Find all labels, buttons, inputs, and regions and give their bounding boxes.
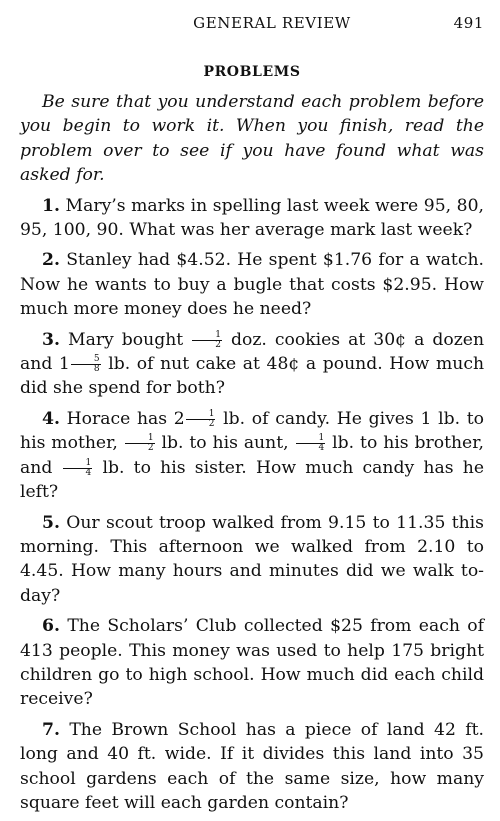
book-page (20, 14, 484, 821)
fraction-denominator: 2 (215, 339, 221, 350)
fraction-half (192, 331, 222, 350)
problem-text: Stanley had $4.52. He spent $1.76 for a watch. Now he wants to buy a bugle that costs $2.95. How much more money does he need? (20, 250, 484, 320)
problem-text: Our scout troop walked from 9.15 to 11.35 this morning. This afternoon we walked from 2.10 to 4.45. How many hours and minutes did we walk to-day? (20, 512, 484, 606)
problem-number: 3. (42, 329, 60, 350)
problem-text-part: doz. cookies at 30¢ a dozen and 1 (20, 329, 485, 375)
fraction-denominator: 2 (208, 418, 215, 429)
problem-text: Mary’s marks in spelling last week were 95, 80, 95, 100, 90. What was her average mark last week? (20, 195, 484, 241)
running-head (20, 14, 484, 38)
fraction-denominator: 8 (93, 364, 100, 375)
problem-3 (20, 328, 484, 401)
fraction-half (186, 410, 216, 429)
problem-text-part: lb. to his aunt, (161, 433, 289, 454)
problem-text-part: Mary bought (67, 329, 184, 350)
fraction-numerator: 5 (71, 355, 101, 365)
problem-text: The Brown School has a piece of land 42 ft. long and 40 ft. wide. If it divides this land into 35 school gardens each of the same size, how many square feet will each garden contain? (20, 719, 484, 813)
fraction-denominator: 2 (147, 443, 154, 454)
fraction-numerator: 1 (192, 331, 222, 341)
fraction-numerator: 1 (125, 434, 155, 444)
problem-number: 6. (42, 616, 60, 637)
problem-text-part: lb. of candy. He gives 1 lb. to his mother, (20, 408, 485, 454)
fraction-numerator: 1 (186, 410, 216, 420)
fraction-numerator: 1 (63, 459, 93, 469)
problem-number: 2. (42, 250, 60, 271)
problem-1 (20, 194, 484, 243)
fraction-half (125, 434, 155, 453)
problem-4 (20, 407, 484, 505)
problem-5 (20, 511, 484, 609)
page-number: 491 (453, 14, 484, 32)
problem-text-part: lb. to his brother, and (20, 433, 485, 478)
fraction-quarter (63, 459, 93, 478)
problem-number: 7. (42, 719, 60, 740)
running-title: GENERAL REVIEW (193, 14, 351, 32)
fraction-denominator: 4 (85, 467, 92, 478)
instructions-paragraph: Be sure that you understand each problem before you begin to work it. When you finish, read the problem over to see if you have found what was asked for. (20, 92, 484, 186)
problem-7 (20, 718, 484, 816)
problem-text: The Scholars’ Club collected $25 from each of 413 people. This money was used to help 175 bright children go to high school. How much did each child receive? (20, 616, 484, 710)
problem-text-part: lb. to his sister. How much candy has he left? (20, 457, 484, 503)
section-title: PROBLEMS (203, 64, 301, 80)
fraction-numerator: 1 (296, 434, 326, 444)
problem-text-part: lb. of nut cake at 48¢ a pound. How much did she spend for both? (20, 354, 485, 399)
problem-number: 5. (42, 512, 60, 533)
problem-number: 1. (42, 195, 60, 216)
problem-6 (20, 614, 484, 712)
fraction-five-eighths (71, 355, 101, 374)
problem-number: 4. (42, 408, 60, 429)
problem-2 (20, 248, 484, 321)
fraction-denominator: 4 (318, 443, 325, 454)
fraction-quarter (296, 434, 326, 453)
problem-text-part: Horace has 2 (66, 408, 185, 429)
